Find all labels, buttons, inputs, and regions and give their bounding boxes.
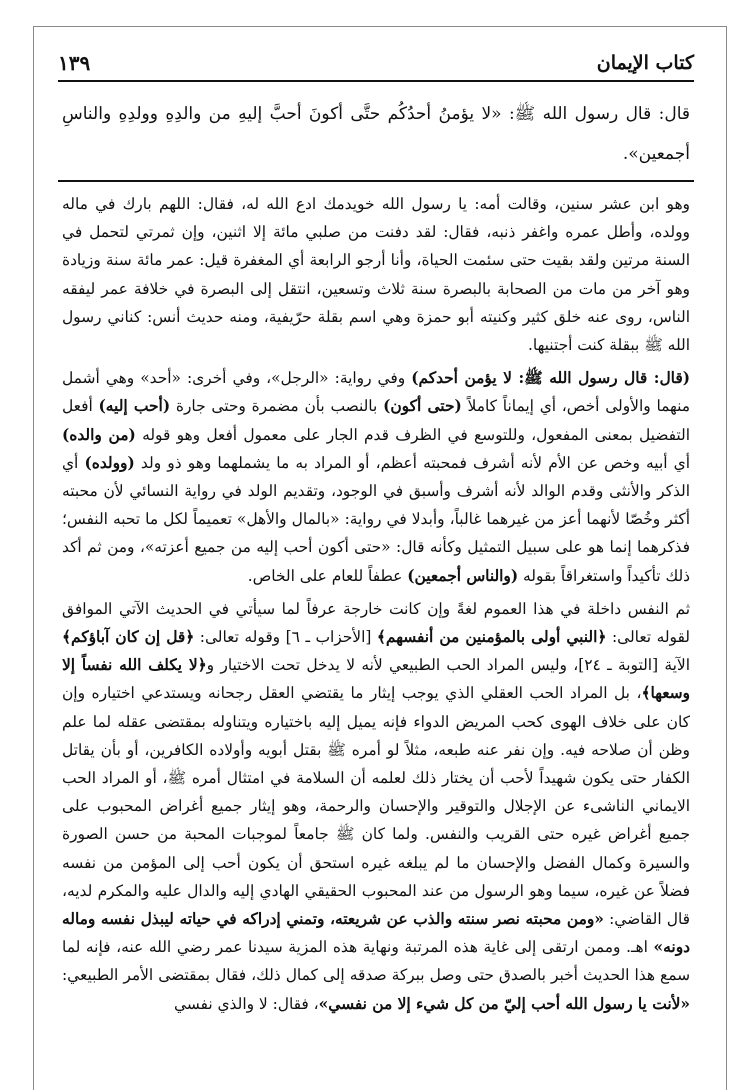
narrator-biography: وهو ابن عشر سنين، وقالت أمه: يا رسول الله خويدمك ادع الله له، فقال: اللهم بارك في ماله وولده، وأطل عمره واغفر ذنبه، فقال: لقد دفنت من صلبي مائة إلا اثنين، وإن ثمرتي لتحمل في السنة مرتين ولقد بقيت حتى سئمت الحياة، وأنا أرجو الرابعة أي المغفرة قيل: عمر مائة سنة وزيادة وهو آخر من مات من الصحابة بالبصرة سنة ثلاث وتسعين، انتقل إلى البصرة في خلافة عمر ليفقه الناس، روى عنه خلق كثير وكنيته أبو حمزة وهي اسم بقلة حرّيفية، ومنه حديث أنس: كناني رسول الله ﷺ ببقلة كنت أجتنيها. <box>62 195 690 355</box>
lemma-term: (حتى أكون) <box>383 397 462 416</box>
commentary-paragraph-2 <box>62 595 690 1018</box>
page-border-right <box>726 26 727 1090</box>
page-border-top <box>33 26 727 27</box>
commentary-text: أي أبيه وخص عن الأم لأنه أشرف فمحبته أعظم، أو المراد به ما يشملهما وهو ذو ولد <box>134 453 690 472</box>
commentary-text: وفي رواية: «الرجل»، وفي أخرى: «أحد» وهي أشمل منهما والأولى أخص، أي إيماناً كاملاً <box>62 369 691 416</box>
commentary-text: ، فقال: لا والذي نفسي <box>173 994 319 1013</box>
commentary-text: الآية [التوبة ـ ٢٤]، وليس المراد الحب الطبيعي لأنه لا يدخل تحت الاختيار و <box>206 656 690 675</box>
commentary-text: ثم النفس داخلة في هذا العموم لغةً وإن كانت خارجة عرفاً لما سيأتي في الحديث الآتي الموافق لقوله تعالى: <box>62 599 690 647</box>
quran-quote: ﴿قل إن كان آباؤكم﴾ <box>62 628 195 647</box>
commentary-text: [الأحزاب ـ ٦] وقوله تعالى: <box>194 628 377 647</box>
commentary-text: أي الذكر والأنثى وقدم الوالد لأنه أشرف وأسبق في الوجود، وتقديم الولد في رواية النسائي لأن محبته أكثر وخُصّا لأنهما أعز من غيرهما غالباً، وأبدلا في رواية: «بالمال والأهل» تعميماً لكل ما تحبه النفس؛ فذكرهما إنما هو على سبيل التمثيل وكأنه قال: «حتى أكون أحب إليه من جميع أعزته»، ومن ثم أكد ذلك تأكيداً واستغراقاً بقوله <box>62 453 690 585</box>
book-title: كتاب الإيمان <box>596 52 694 74</box>
page-border-left <box>33 26 34 1090</box>
lemma-term: (وولده) <box>84 453 135 472</box>
quran-quote: ﴿لا يكلف الله نفساً إلا وسعها﴾ <box>62 656 690 703</box>
hadith-lemma: (قال: قال رسول الله ﷺ: لا يؤمن أحدكم) <box>411 369 690 388</box>
lemma-term: (من والده) <box>62 425 136 444</box>
commentary-text: ، بل المراد الحب العقلي الذي يوجب إيثار ما يقتضي العقل رجحانه ويستدعي اختياره وإن كان على خلاف الهوى كحب المريض الدواء فإنه يميل إليه باختياره ويتناوله بمقتضى عقله لما علم وظن أن صلاحه فيه. وإن نفر عنه طبعه، مثلاً لو أمره ﷺ بقتل أبويه وأولاده الكافرين، أو بأن يقاتل الكفار حتى يكون شهيداً لأحب أن يختار ذلك لعلمه أن السلامة في امتثال أمره ﷺ، أو المراد الحب الايماني الناشىء عن الإجلال والتوقير والإحسان والرحمة، وهو إيثار جميع أغراض المحبوب على جميع أغراض غيره حتى القريب والنفس. ولما كان ﷺ جامعاً لموجبات المحبة من حسن الصورة والسيرة وكمال الفضل والإحسان ما لم يبلغه غيره استحق أن يكون أحب إلى المؤمن من نفسه فضلاً عن غيره، سيما وهو الرسول من عند المحبوب الحقيقي الهادي إليه والدال عليه والمكرم لديه، قال القاضي: <box>62 684 690 929</box>
commentary-text: عطفاً للعام على الخاص. <box>247 566 408 585</box>
header-rule <box>58 80 694 82</box>
text-commentary-separator <box>58 180 694 182</box>
commentary-text: اهـ. وممن ارتقى إلى غاية هذه المرتبة ونهاية هذه المزية سيدنا عمر رضي الله عنه، فإنه لما سمع هذا الحديث أخبر بالصدق حتى وصل ببركة صدقه إلى كمال ذلك، فقال بمقتضى الأمر الطبيعي: <box>62 938 690 985</box>
commentary-paragraph-1 <box>62 364 690 590</box>
running-header <box>58 46 694 80</box>
lemma-term: (أحب إليه) <box>98 397 171 416</box>
page-number: ١٣٩ <box>58 51 91 75</box>
commentary-body <box>62 190 690 1023</box>
hadith-text: قال: قال رسول الله ﷺ: «لا يؤمنُ أحدُكُم حتَّى أكونَ أحبَّ إليهِ من والدِهِ وولدِهِ والناسِ أجمعين». <box>62 104 690 164</box>
commentary-text: بالنصب بأن مضمرة وحتى جارة <box>170 397 384 416</box>
quran-quote: ﴿النبي أولى بالمؤمنين من أنفسهم﴾ <box>376 628 607 647</box>
umar-quote: «لأنت يا رسول الله أحب إليّ من كل شيء إلا من نفسي» <box>318 994 690 1013</box>
lemma-term: (والناس أجمعين) <box>407 566 519 585</box>
qadi-quote: «ومن محبته نصر سنته والذب عن شريعته، وتمني إدراكه في حياته ليبذل نفسه وماله دونه» <box>62 910 690 957</box>
commentary-text: أفعل التفضيل بمعنى المفعول، وللتوسع في الظرف قدم الجار على معمول أفعل وهو قوله <box>62 397 690 444</box>
